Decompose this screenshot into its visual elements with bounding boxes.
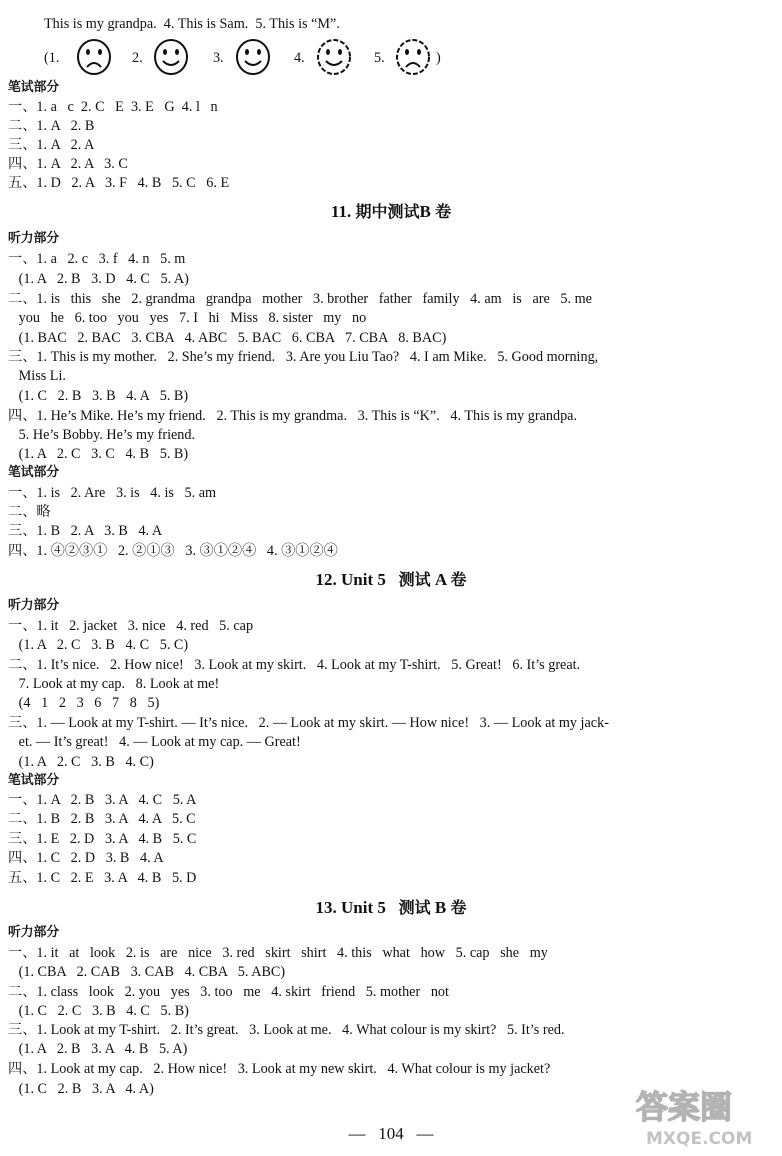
sad-face-icon <box>395 38 431 76</box>
answer-line: 一、1. it at look 2. is are nice 3. red skirt shirt 4. this what how 5. cap she my <box>8 945 548 961</box>
answer-line: 一、1. is 2. Are 3. is 4. is 5. am <box>8 485 217 501</box>
answer-line: Miss Li. <box>8 368 66 384</box>
face-label: 5. <box>374 50 385 66</box>
happy-face-icon <box>235 38 271 76</box>
answer-line: (1. A 2. C 3. B 4. C 5. C) <box>8 637 189 653</box>
watermark-text: 答案圈 <box>636 1088 733 1126</box>
answer-line: 二、1. A 2. B <box>8 118 95 134</box>
answer-line: (1. C 2. B 3. B 4. A 5. B) <box>8 388 189 404</box>
answer-line: (1. C 2. C 3. B 4. C 5. B) <box>8 1003 189 1019</box>
answer-line: (1. C 2. B 3. A 4. A) <box>8 1081 154 1097</box>
answer-line: 三、1. Look at my T-shirt. 2. It’s great. 3. Look at me. 4. What colour is my skirt? 5. It’s red. <box>8 1022 565 1038</box>
answer-line: (1. A 2. C 3. C 4. B 5. B) <box>8 446 189 462</box>
face-label: (1. <box>44 50 60 66</box>
section-title: 13. Unit 5 测试 B 卷 <box>315 898 467 917</box>
answer-line: 四、1. C 2. D 3. B 4. A <box>8 850 164 866</box>
answer-line: 一、1. a 2. c 3. f 4. n 5. m <box>8 251 186 267</box>
answer-line: 5. He’s Bobby. He’s my friend. <box>8 427 196 443</box>
answer-line: 二、1. is this she 2. grandma grandpa mother 3. brother father family 4. am is are 5. me <box>8 291 592 307</box>
answer-line: 三、1. E 2. D 3. A 4. B 5. C <box>8 831 197 847</box>
face-label: ) <box>436 50 441 66</box>
answer-line: you he 6. too you yes 7. I hi Miss 8. sister my no <box>8 310 367 326</box>
section-heading: 听力部分 <box>8 231 60 246</box>
watermark-url: MXQE.COM <box>646 1129 753 1149</box>
face-label: 2. <box>132 50 143 66</box>
answer-line: 二、略 <box>8 504 51 520</box>
answer-line: 五、1. D 2. A 3. F 4. B 5. C 6. E <box>8 175 230 191</box>
answer-line: 五、1. C 2. E 3. A 4. B 5. D <box>8 870 197 886</box>
sad-face-icon <box>76 38 112 76</box>
face-answer-row <box>0 38 782 78</box>
answer-line: 三、1. A 2. A <box>8 137 95 153</box>
answer-line: 二、1. class look 2. you yes 3. too me 4. skirt friend 5. mother not <box>8 984 449 1000</box>
watermark-logo <box>632 1078 774 1150</box>
answer-line: 四、1. ④②③① 2. ②①③ 3. ③①②④ 4. ③①②④ <box>8 543 338 559</box>
answer-line: et. — It’s great! 4. — Look at my cap. — Great! <box>8 734 301 750</box>
section-title: 11. 期中测试B 卷 <box>330 202 452 221</box>
answer-line: (1. CBA 2. CAB 3. CAB 4. CBA 5. ABC) <box>8 964 286 980</box>
answer-line: 一、1. A 2. B 3. A 4. C 5. A <box>8 792 197 808</box>
answer-line: 四、1. A 2. A 3. C <box>8 156 128 172</box>
section-title: 12. Unit 5 测试 A 卷 <box>315 570 467 589</box>
section-heading: 听力部分 <box>8 925 60 940</box>
face-label: 4. <box>294 50 305 66</box>
answer-line: 一、1. it 2. jacket 3. nice 4. red 5. cap <box>8 618 254 634</box>
answer-line: 四、1. He’s Mike. He’s my friend. 2. This is my grandma. 3. This is “K”. 4. This is my grandpa. <box>8 408 578 424</box>
answer-line: 7. Look at my cap. 8. Look at me! <box>8 676 220 692</box>
answer-line: (4 1 2 3 6 7 8 5) <box>8 695 160 711</box>
face-label: 3. <box>213 50 224 66</box>
answer-line: (1. A 2. C 3. B 4. C) <box>8 754 154 770</box>
answer-line: 二、1. B 2. B 3. A 4. A 5. C <box>8 811 196 827</box>
happy-face-icon <box>153 38 189 76</box>
section-heading: 笔试部分 <box>8 465 60 480</box>
section-heading: 笔试部分 <box>8 80 60 95</box>
answer-line: 三、1. B 2. A 3. B 4. A <box>8 523 163 539</box>
answer-line: 一、1. a c 2. C E 3. E G 4. l n <box>8 99 218 115</box>
answer-line: 三、1. — Look at my T-shirt. — It’s nice. 2. — Look at my skirt. — How nice! 3. — Look at my jack- <box>8 715 609 731</box>
answer-line: This is my grandpa. 4. This is Sam. 5. This is “M”. <box>44 16 340 32</box>
answer-line: 四、1. Look at my cap. 2. How nice! 3. Look at my new skirt. 4. What colour is my jacket? <box>8 1061 551 1077</box>
section-heading: 听力部分 <box>8 598 60 613</box>
answer-line: (1. A 2. B 3. A 4. B 5. A) <box>8 1041 188 1057</box>
happy-face-icon <box>316 38 352 76</box>
answer-line: (1. BAC 2. BAC 3. CBA 4. ABC 5. BAC 6. CBA 7. CBA 8. BAC) <box>8 330 447 346</box>
section-heading: 笔试部分 <box>8 773 60 788</box>
page-number: — 104 — <box>348 1124 434 1143</box>
answer-line: (1. A 2. B 3. D 4. C 5. A) <box>8 271 189 287</box>
answer-line: 三、1. This is my mother. 2. She’s my friend. 3. Are you Liu Tao? 4. I am Mike. 5. Good morning, <box>8 349 599 365</box>
answer-line: 二、1. It’s nice. 2. How nice! 3. Look at my skirt. 4. Look at my T-shirt. 5. Great! 6. It’s great. <box>8 657 581 673</box>
